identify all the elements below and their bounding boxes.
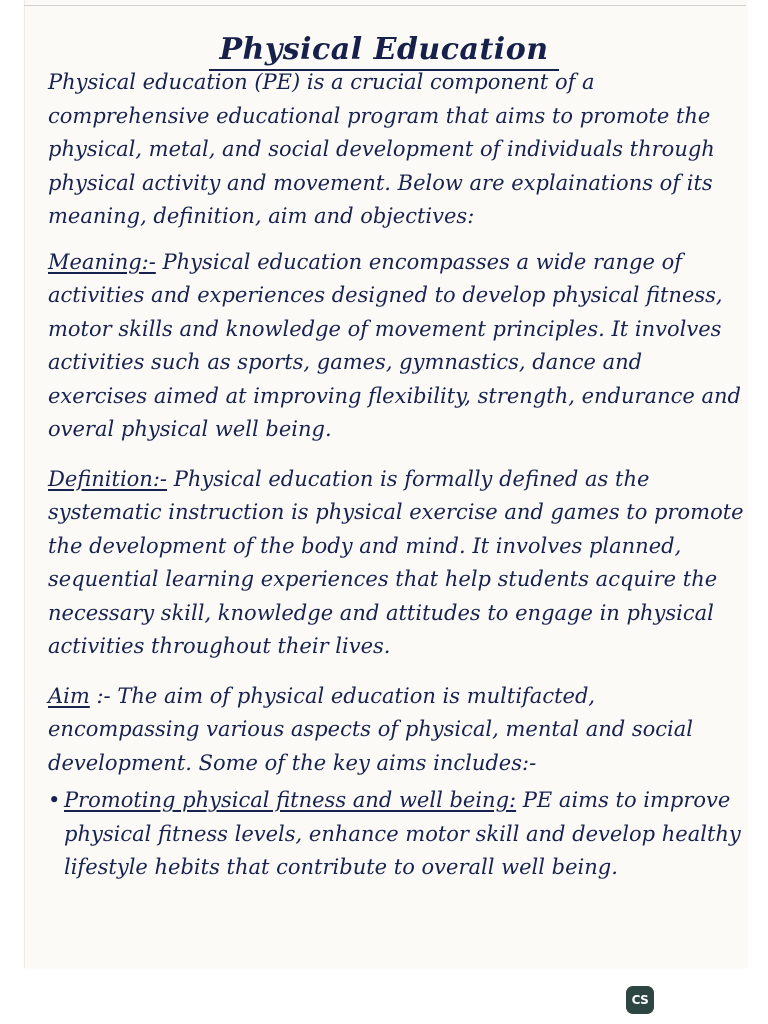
bullet-item xyxy=(48,784,744,885)
meaning-text: Physical education encompasses a wide range of activities and experiences designed to develop physical fitness, motor skills and knowledge of movement principles. It involves activities such as sports, games, gymnastics, dance and exercises aimed at improving flexibility, strength, endurance and overal physical well being. xyxy=(48,249,741,441)
definition-heading: Definition:- xyxy=(48,466,168,491)
bullet-body xyxy=(64,784,744,885)
page-top-rule xyxy=(24,5,746,6)
aim-paragraph xyxy=(48,680,744,781)
page-title-text: Physical Education xyxy=(209,32,558,71)
meaning-heading: Meaning:- xyxy=(48,249,156,274)
bullet-text: PE aims to improve physical fitness levels, enhance motor skill and develop healthy lifestyle hebits that contribute to overall well being. xyxy=(64,788,741,879)
bullet-heading: Promoting physical fitness and well being: xyxy=(64,788,517,812)
page-title xyxy=(0,32,768,67)
bullet-dot: • xyxy=(48,788,61,812)
aim-separator: :- xyxy=(89,683,118,708)
aim-text: The aim of physical education is multifacted, encompassing various aspects of physical, mental and social development. Some of the key aims includes:- xyxy=(48,683,694,775)
aim-heading: Aim xyxy=(48,683,90,708)
intro-paragraph: Physical education (PE) is a crucial component of a comprehensive educational program that aims to promote the physical, metal, and social development of individuals through physical activity and movement. Below are explainations of its meaning, definition, aim and objectives: xyxy=(48,70,715,228)
notes-body xyxy=(48,66,744,885)
definition-text: Physical education is formally defined as the systematic instruction is physical exercise and games to promote the development of the body and mind. It involves planned, sequential learning experiences that help students acquire the necessary skill, knowledge and attitudes to engage in physical activities throughout their lives. xyxy=(48,466,744,658)
meaning-paragraph xyxy=(48,246,744,447)
camscanner-logo: CS xyxy=(626,986,654,1014)
definition-paragraph xyxy=(48,463,744,664)
